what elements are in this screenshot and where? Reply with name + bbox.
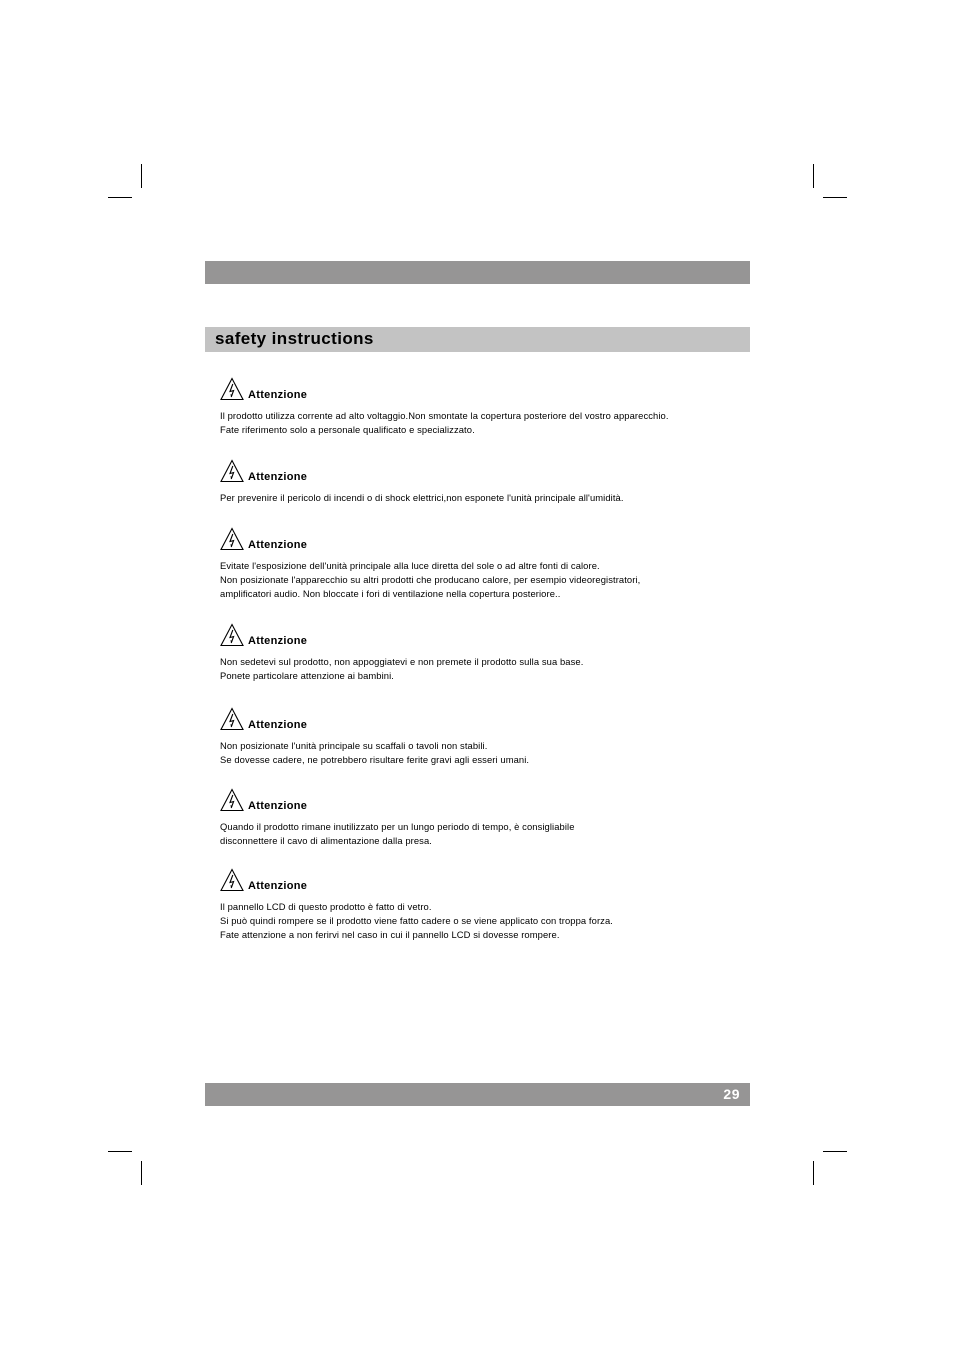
warning-item bbox=[220, 788, 760, 848]
warning-item bbox=[220, 707, 760, 767]
warning-line: Non posizionate l'apparecchio su altri prodotti che producano calore, per esempio videoregistratori, bbox=[220, 574, 641, 586]
warning-text bbox=[220, 820, 760, 848]
crop-mark bbox=[108, 1151, 132, 1152]
electric-shock-warning-icon bbox=[220, 707, 244, 731]
warning-line: Quando il prodotto rimane inutilizzato per un lungo periodo di tempo, è consigliabile bbox=[220, 821, 575, 832]
warning-line: Se dovesse cadere, ne potrebbero risultare ferite gravi agli esseri umani. bbox=[220, 754, 530, 766]
warning-text bbox=[220, 655, 760, 683]
section-header bbox=[205, 327, 750, 352]
crop-mark bbox=[108, 197, 132, 198]
electric-shock-warning-icon bbox=[220, 459, 244, 483]
warning-item bbox=[220, 868, 760, 943]
crop-mark bbox=[813, 164, 814, 188]
top-bar bbox=[205, 261, 750, 284]
warning-item bbox=[220, 623, 760, 683]
warning-label: Attenzione bbox=[248, 635, 308, 647]
crop-mark bbox=[813, 1161, 814, 1185]
crop-mark bbox=[141, 164, 142, 188]
warning-label: Attenzione bbox=[248, 539, 308, 551]
electric-shock-warning-icon bbox=[220, 868, 244, 892]
electric-shock-warning-icon bbox=[220, 788, 244, 812]
warning-label: Attenzione bbox=[248, 719, 308, 731]
warning-line: Per prevenire il pericolo di incendi o di shock elettrici,non esponete l'unità principale all'umidità. bbox=[220, 492, 624, 503]
warning-line: Fate attenzione a non ferirvi nel caso in cui il pannello LCD si dovesse rompere. bbox=[220, 929, 560, 941]
electric-shock-warning-icon bbox=[220, 527, 244, 551]
warning-text bbox=[220, 491, 760, 505]
electric-shock-warning-icon bbox=[220, 377, 244, 401]
warning-label: Attenzione bbox=[248, 880, 308, 892]
page-number: 29 bbox=[723, 1086, 740, 1102]
warning-text bbox=[220, 900, 760, 943]
crop-mark bbox=[823, 197, 847, 198]
warning-line: amplificatori audio. Non bloccate i fori di ventilazione nella copertura posteriore.. bbox=[220, 588, 561, 600]
warning-text bbox=[220, 559, 760, 602]
warning-line: Evitate l'esposizione dell'unità principale alla luce diretta del sole o ad altre fonti di calore. bbox=[220, 560, 600, 571]
warning-line: Non sedetevi sul prodotto, non appoggiatevi e non premete il prodotto sulla sua base. bbox=[220, 656, 584, 667]
warning-line: Si può quindi rompere se il prodotto viene fatto cadere o se viene applicato con troppa forza. bbox=[220, 915, 613, 927]
footer-bar bbox=[205, 1083, 750, 1106]
section-title: safety instructions bbox=[215, 329, 374, 348]
warning-line: Ponete particolare attenzione ai bambini. bbox=[220, 670, 394, 682]
warning-line: Non posizionate l'unità principale su scaffali o tavoli non stabili. bbox=[220, 740, 488, 751]
warning-item bbox=[220, 459, 760, 505]
warning-label: Attenzione bbox=[248, 389, 308, 401]
warning-item bbox=[220, 527, 760, 602]
warning-label: Attenzione bbox=[248, 800, 308, 812]
warning-line: Il prodotto utilizza corrente ad alto voltaggio.Non smontate la copertura posteriore del vostro apparecchio. bbox=[220, 410, 669, 421]
warning-label: Attenzione bbox=[248, 471, 308, 483]
warning-line: Fate riferimento solo a personale qualificato e specializzato. bbox=[220, 424, 475, 436]
electric-shock-warning-icon bbox=[220, 623, 244, 647]
warning-text bbox=[220, 409, 760, 437]
crop-mark bbox=[141, 1161, 142, 1185]
crop-mark bbox=[823, 1151, 847, 1152]
warning-line: Il pannello LCD di questo prodotto è fatto di vetro. bbox=[220, 901, 432, 912]
warning-item bbox=[220, 377, 760, 437]
warning-text bbox=[220, 739, 760, 767]
warning-line: disconnettere il cavo di alimentazione dalla presa. bbox=[220, 835, 432, 847]
